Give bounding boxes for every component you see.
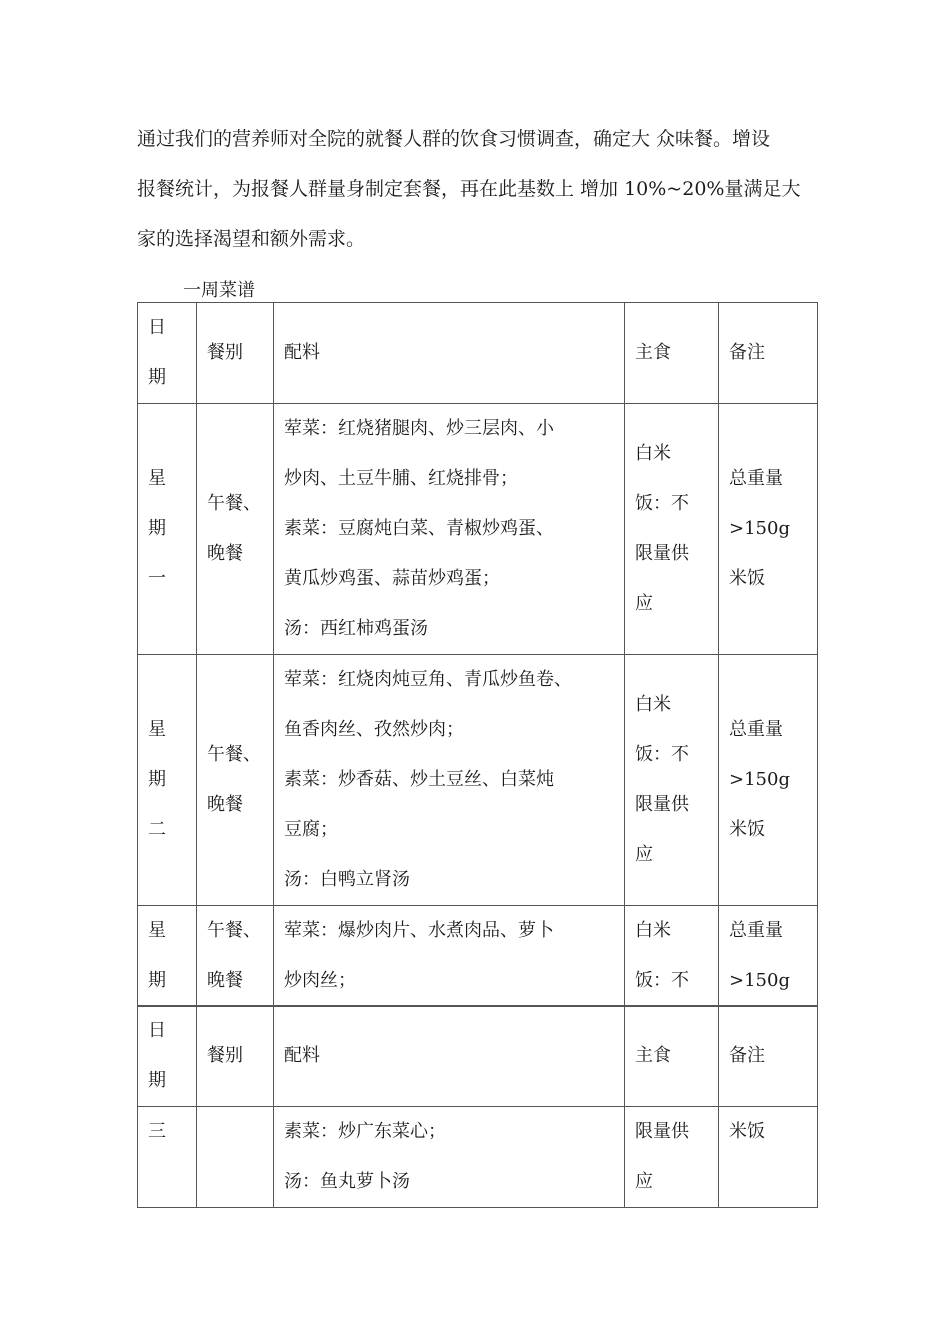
note-line: 总重量 bbox=[729, 468, 783, 489]
note-line: >150g bbox=[729, 970, 790, 991]
header-ingredients: 配料 bbox=[274, 1006, 625, 1107]
staple-cell bbox=[625, 906, 719, 1007]
date-char: 期 bbox=[148, 769, 166, 790]
staple-line: 白米 bbox=[635, 920, 671, 941]
ingredient-line: 豆腐； bbox=[284, 819, 338, 840]
date-char: 期 bbox=[148, 518, 166, 539]
header-meal: 餐别 bbox=[197, 303, 274, 404]
note-cell bbox=[719, 404, 818, 655]
staple-line: 应 bbox=[635, 844, 653, 865]
staple-line: 饭：不 bbox=[635, 970, 689, 991]
weekly-menu-table bbox=[137, 302, 818, 1007]
ingredients-cell bbox=[274, 1107, 625, 1208]
ingredient-line: 素菜：豆腐炖白菜、青椒炒鸡蛋、 bbox=[284, 518, 554, 539]
table-caption: 一周菜谱 bbox=[183, 280, 255, 301]
header-staple: 主食 bbox=[625, 303, 719, 404]
date-cell bbox=[138, 404, 197, 655]
meal-cell bbox=[197, 1107, 274, 1208]
staple-line: 白米 bbox=[635, 694, 671, 715]
ingredient-line: 汤：鱼丸萝卜汤 bbox=[284, 1171, 410, 1192]
meal-line: 晚餐 bbox=[207, 970, 243, 991]
header-date-line: 日 bbox=[148, 1020, 166, 1041]
staple-line: 限量供 bbox=[635, 543, 689, 564]
ingredient-line: 黄瓜炒鸡蛋、蒜苗炒鸡蛋； bbox=[284, 568, 500, 589]
header-date bbox=[138, 303, 197, 404]
table-row-tuesday bbox=[138, 655, 818, 906]
date-char: 星 bbox=[148, 920, 166, 941]
staple-line: 饭：不 bbox=[635, 493, 689, 514]
date-char: 三 bbox=[148, 1121, 166, 1142]
ingredient-line: 鱼香肉丝、孜然炒肉； bbox=[284, 719, 464, 740]
staple-line: 限量供 bbox=[635, 1121, 689, 1142]
date-char: 一 bbox=[148, 568, 166, 589]
note-line: 总重量 bbox=[729, 719, 783, 740]
header-row-repeat bbox=[138, 1006, 818, 1107]
header-meal: 餐别 bbox=[197, 1006, 274, 1107]
staple-cell bbox=[625, 404, 719, 655]
header-staple: 主食 bbox=[625, 1006, 719, 1107]
staple-line: 限量供 bbox=[635, 794, 689, 815]
staple-line: 应 bbox=[635, 593, 653, 614]
ingredient-line: 荤菜：爆炒肉片、水煮肉品、萝卜 bbox=[284, 920, 554, 941]
date-cell bbox=[138, 655, 197, 906]
note-cell bbox=[719, 906, 818, 1007]
ingredients-cell bbox=[274, 655, 625, 906]
header-ingredients: 配料 bbox=[274, 303, 625, 404]
ingredient-line: 炒肉丝； bbox=[284, 970, 356, 991]
meal-line: 晚餐 bbox=[207, 543, 243, 564]
date-char: 期 bbox=[148, 970, 166, 991]
ingredient-line: 素菜：炒香菇、炒土豆丝、白菜炖 bbox=[284, 769, 554, 790]
date-char: 星 bbox=[148, 468, 166, 489]
header-note: 备注 bbox=[719, 303, 818, 404]
table-row-monday bbox=[138, 404, 818, 655]
intro-line-2: 报餐统计，为报餐人群量身制定套餐，再在此基数上 增加 10%~20%量满足大 bbox=[137, 178, 801, 200]
intro-line-1: 通过我们的营养师对全院的就餐人群的饮食习惯调查，确定大 众味餐。增设 bbox=[137, 128, 771, 150]
note-line: 米饭 bbox=[729, 1121, 765, 1142]
weekly-menu-table-continued bbox=[137, 1005, 818, 1208]
note-line: 米饭 bbox=[729, 819, 765, 840]
ingredients-cell bbox=[274, 404, 625, 655]
staple-line: 白米 bbox=[635, 443, 671, 464]
ingredient-line: 炒肉、土豆牛脯、红烧排骨； bbox=[284, 468, 518, 489]
note-cell bbox=[719, 655, 818, 906]
date-cell bbox=[138, 1107, 197, 1208]
meal-line: 晚餐 bbox=[207, 794, 243, 815]
header-date-line: 日 bbox=[148, 317, 166, 338]
ingredient-line: 汤：西红柿鸡蛋汤 bbox=[284, 618, 428, 639]
table-row-wednesday-continued bbox=[138, 1107, 818, 1208]
header-note: 备注 bbox=[719, 1006, 818, 1107]
ingredient-line: 汤：白鸭立肾汤 bbox=[284, 869, 410, 890]
note-line: 米饭 bbox=[729, 568, 765, 589]
meal-line: 午餐、 bbox=[207, 920, 261, 941]
ingredient-line: 荤菜：红烧肉炖豆角、青瓜炒鱼卷、 bbox=[284, 669, 572, 690]
note-line: >150g bbox=[729, 769, 790, 790]
header-date bbox=[138, 1006, 197, 1107]
note-cell bbox=[719, 1107, 818, 1208]
date-char: 二 bbox=[148, 819, 166, 840]
intro-line-3: 家的选择渴望和额外需求。 bbox=[137, 228, 366, 250]
meal-line: 午餐、 bbox=[207, 744, 261, 765]
header-date-line: 期 bbox=[148, 367, 166, 388]
intro-paragraph bbox=[137, 114, 837, 264]
meal-line: 午餐、 bbox=[207, 493, 261, 514]
ingredient-line: 素菜：炒广东菜心； bbox=[284, 1121, 446, 1142]
ingredients-cell bbox=[274, 906, 625, 1007]
table-row-wednesday bbox=[138, 906, 818, 1007]
staple-line: 应 bbox=[635, 1171, 653, 1192]
header-date-line: 期 bbox=[148, 1070, 166, 1091]
staple-cell bbox=[625, 655, 719, 906]
staple-line: 饭：不 bbox=[635, 744, 689, 765]
meal-cell bbox=[197, 906, 274, 1007]
staple-cell bbox=[625, 1107, 719, 1208]
ingredient-line: 荤菜：红烧猪腿肉、炒三层肉、小 bbox=[284, 418, 554, 439]
note-line: >150g bbox=[729, 518, 790, 539]
date-cell bbox=[138, 906, 197, 1007]
note-line: 总重量 bbox=[729, 920, 783, 941]
meal-cell bbox=[197, 655, 274, 906]
header-row bbox=[138, 303, 818, 404]
meal-cell bbox=[197, 404, 274, 655]
date-char: 星 bbox=[148, 719, 166, 740]
